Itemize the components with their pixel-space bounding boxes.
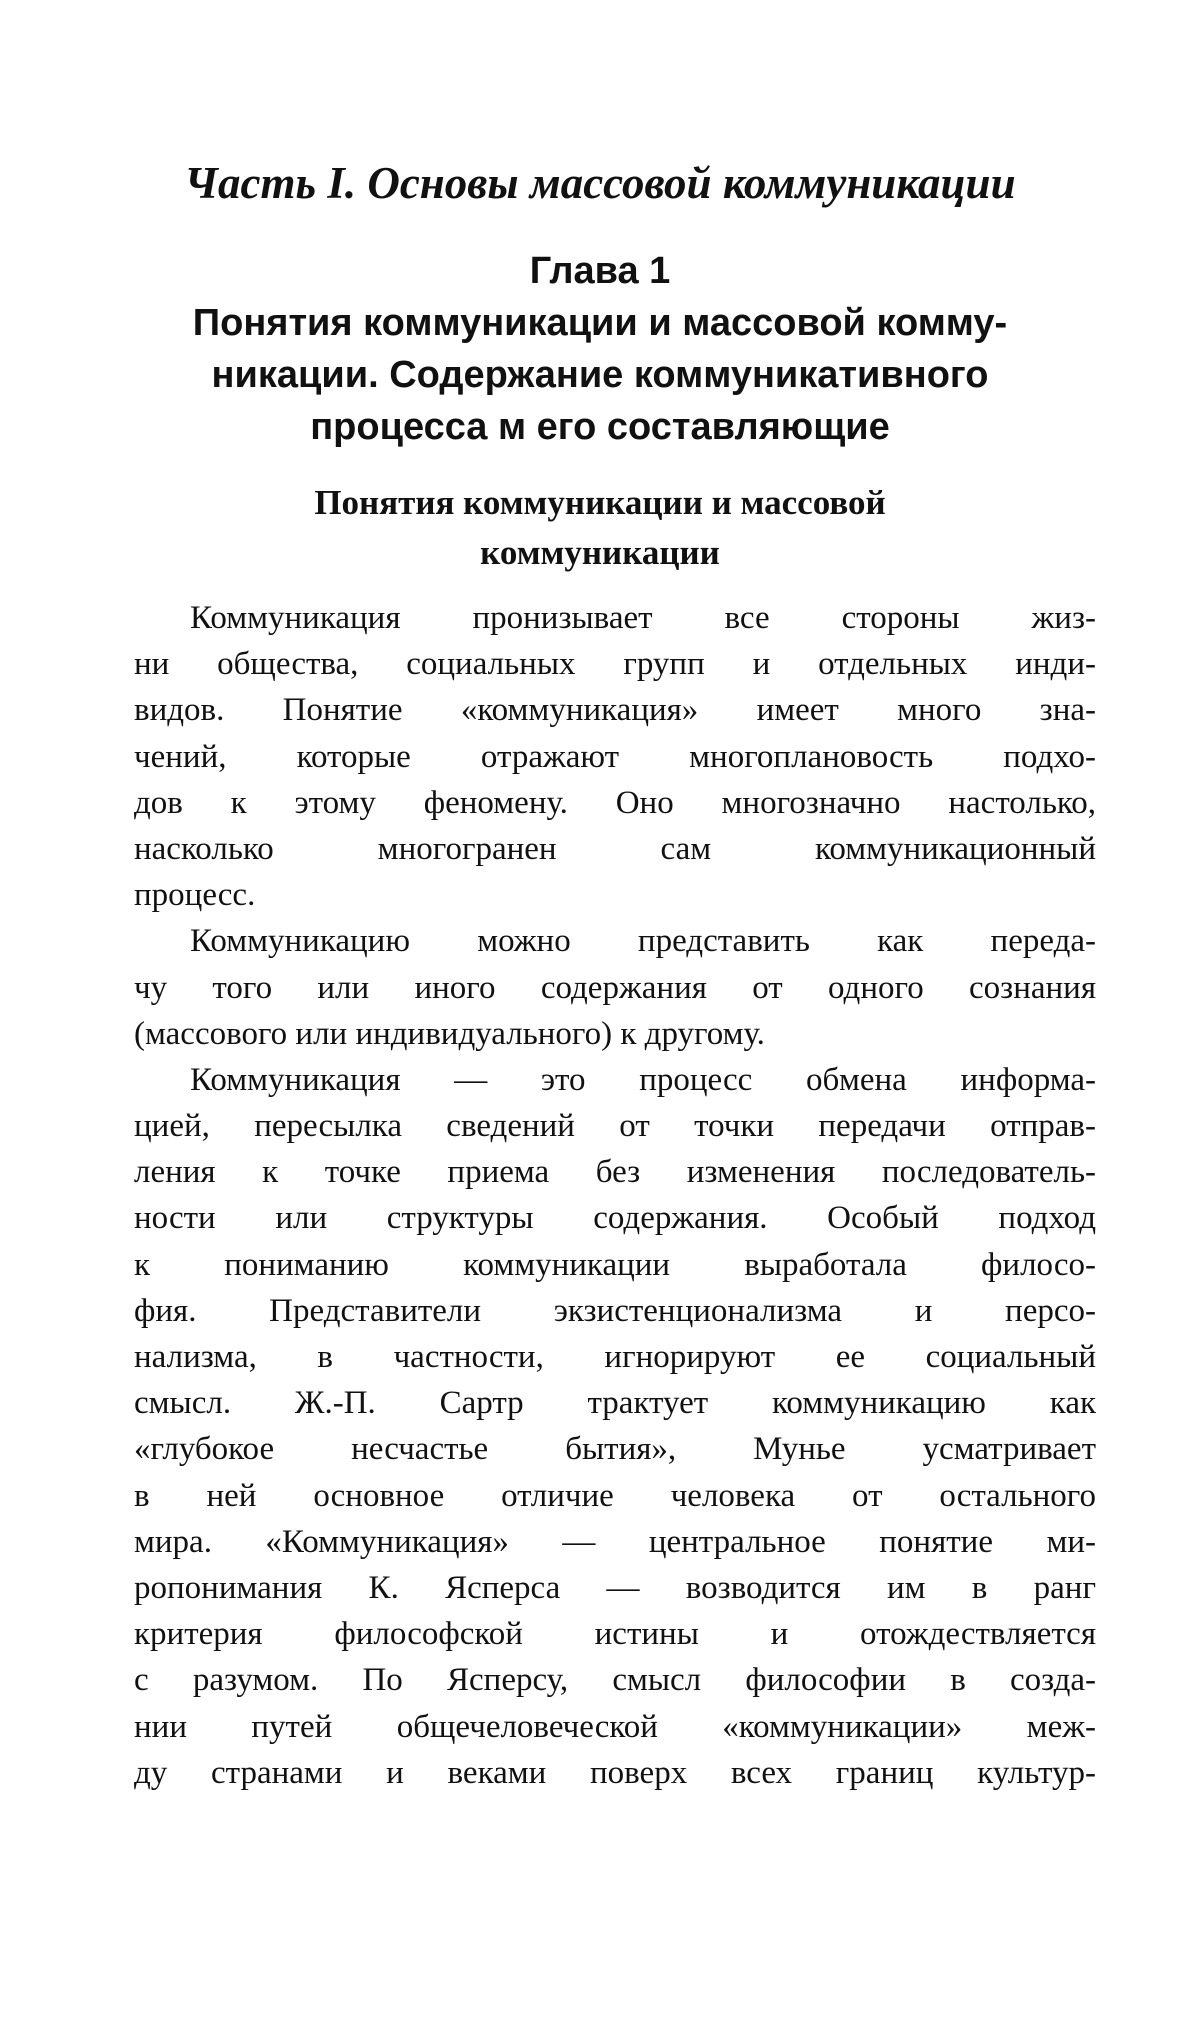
text-line: к пониманию коммуникации выработала филосо- [134, 1246, 1096, 1283]
text-line: Коммуникация пронизывает все стороны жиз- [190, 600, 1096, 636]
text-line: «глубокое несчастье бытия», Мунье усматривает [134, 1431, 1096, 1468]
text-line: фия. Представители экзистенционализма и персо- [134, 1292, 1096, 1329]
chapter-title-line: процесса м его составляющие [310, 406, 890, 448]
chapter-title-line: Понятия коммуникации и массовой комму- [192, 302, 1008, 344]
text-line: в ней основное отличие человека от остального [134, 1477, 1096, 1514]
text-line: ни общества, социальных групп и отдельных инди- [134, 646, 1096, 683]
section-title [120, 478, 1080, 578]
body-text [134, 595, 1096, 1796]
chapter-heading [120, 245, 1080, 453]
text-line: насколько многогранен сам коммуникационный [134, 830, 1096, 867]
text-line: чу того или иного содержания от одного сознания [134, 969, 1096, 1006]
text-line: цией, пересылка сведений от точки передачи отправ- [134, 1108, 1096, 1145]
chapter-number: Глава 1 [529, 250, 671, 292]
text-line: ропонимания К. Ясперса — возводится им в ранг [134, 1569, 1096, 1606]
part-title: Часть I. Основы массовой коммуникации [184, 158, 1016, 208]
text-line: чений, которые отражают многоплановость подхо- [134, 738, 1096, 775]
text-line: критерия философской истины и отождествляется [134, 1616, 1096, 1653]
section-title-line: Понятия коммуникации и массовой [314, 483, 886, 522]
text-line: нализма, в частности, игнорируют ее социальный [134, 1339, 1096, 1375]
text-line: дов к этому феномену. Оно многозначно настолько, [134, 784, 1096, 821]
text-line: мира. «Коммуникация» — центральное понятие ми- [134, 1523, 1096, 1560]
text-line: Коммуникацию можно представить как переда- [190, 923, 1096, 960]
text-line: процесс. [134, 877, 256, 914]
chapter-title-line: никации. Содержание коммуникативного [211, 354, 989, 396]
text-line: ности или структуры содержания. Особый подход [134, 1200, 1096, 1237]
text-line: ления к точке приема без изменения последователь- [134, 1154, 1096, 1191]
text-line: (массового или индивидуального) к другому. [134, 1015, 765, 1052]
text-line: с разумом. По Ясперсу, смысл философии в созда- [134, 1662, 1096, 1699]
section-title-line: коммуникации [480, 533, 720, 572]
text-line: Коммуникация — это процесс обмена информа- [190, 1061, 1096, 1098]
text-line: ду странами и веками поверх всех границ культур- [134, 1754, 1096, 1791]
text-line: видов. Понятие «коммуникация» имеет много зна- [134, 692, 1096, 729]
text-line: нии путей общечеловеческой «коммуникации» меж- [134, 1708, 1096, 1745]
text-line: смысл. Ж.-П. Сартр трактует коммуникацию как [134, 1385, 1096, 1422]
